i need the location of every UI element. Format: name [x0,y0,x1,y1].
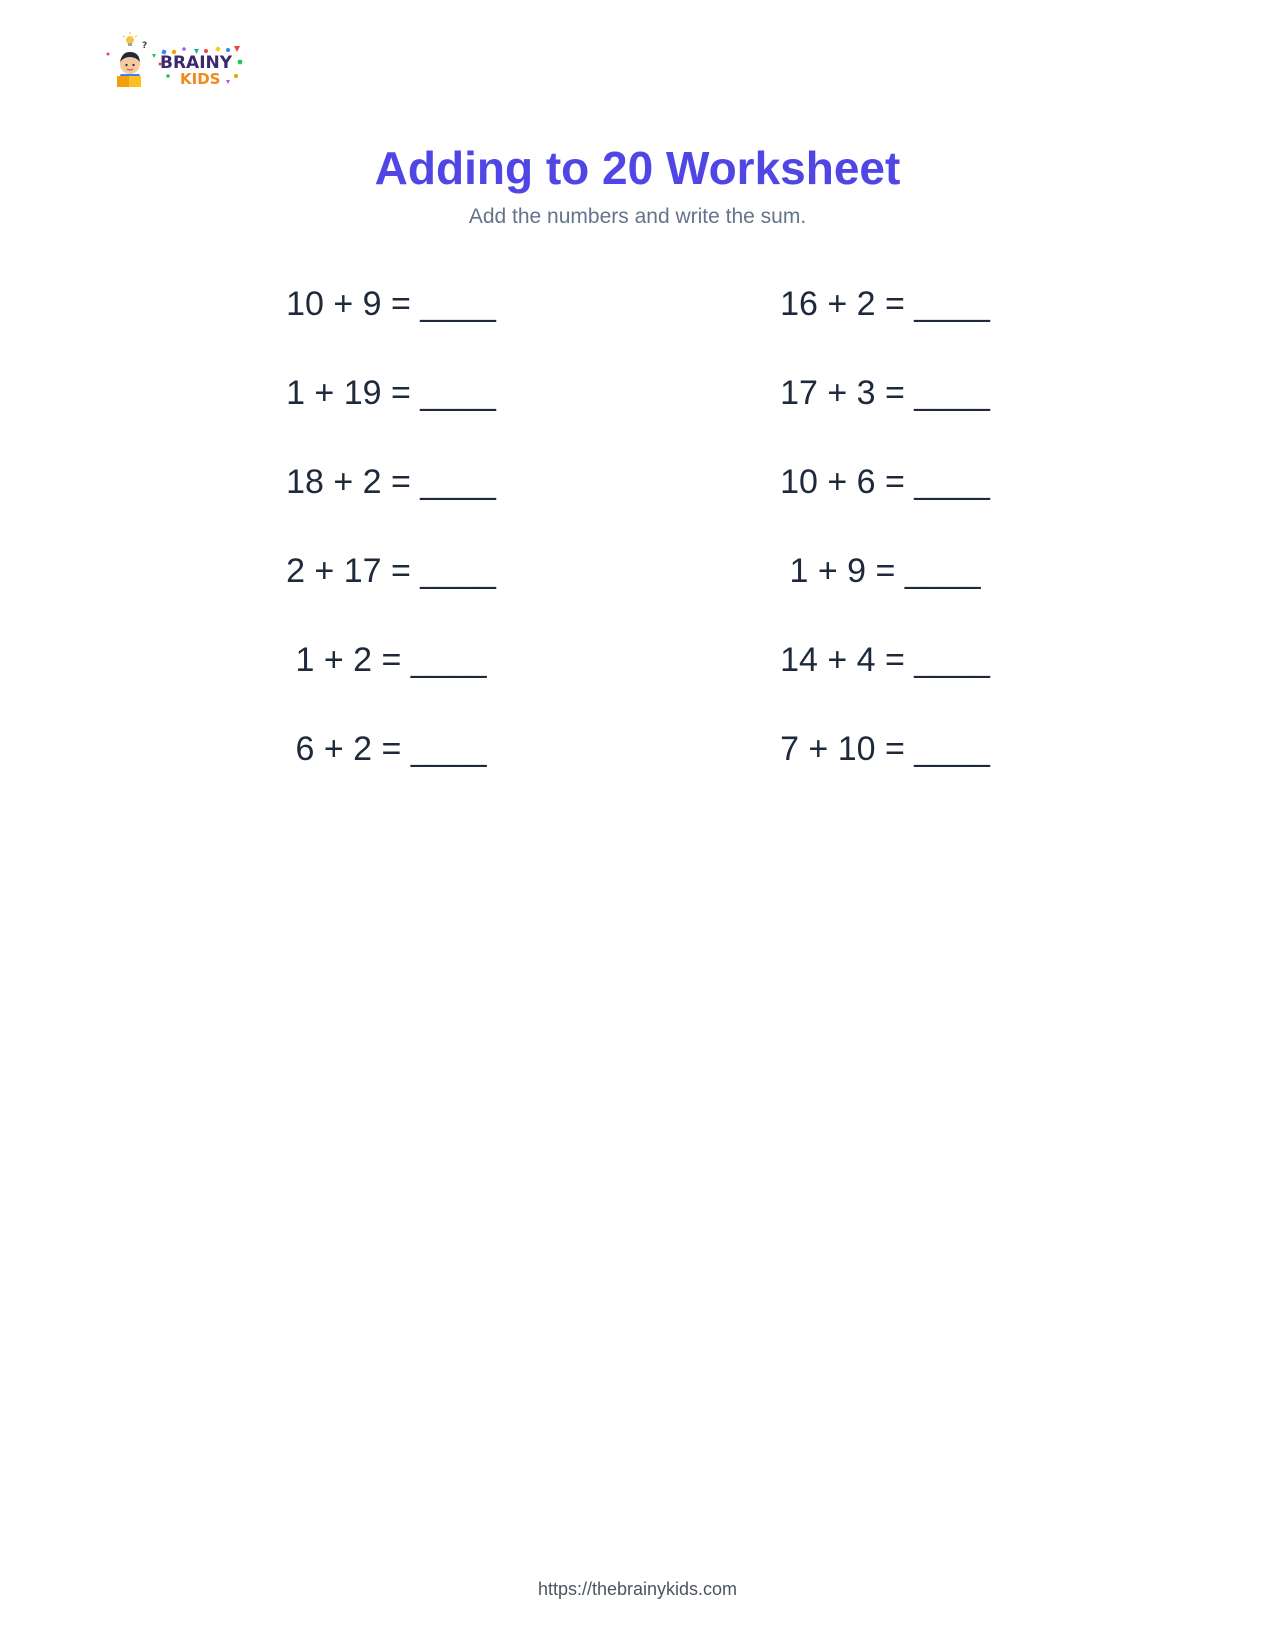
problem-item: 16 + 2 = ____ [780,285,990,323]
problem-item: 6 + 2 = ____ [295,730,487,768]
page-title: Adding to 20 Worksheet [374,142,901,194]
instructions: Add the numbers and write the sum. [468,205,807,228]
problem-item: 2 + 17 = ____ [286,552,496,590]
logo-brainy-text: BRAINY [160,53,233,73]
problem-item: 1 + 9 = ____ [789,552,981,590]
problem-item: 10 + 6 = ____ [780,463,990,501]
problem-item: 14 + 4 = ____ [780,641,990,679]
logo-kids-text: KIDS [180,70,221,88]
problem-item: 18 + 2 = ____ [286,463,496,501]
problem-item: 7 + 10 = ____ [780,730,990,768]
problem-item: 1 + 19 = ____ [286,374,496,412]
problem-item: 10 + 9 = ____ [286,285,496,323]
svg-text:?: ? [142,41,148,51]
problem-item: 1 + 2 = ____ [295,641,487,679]
footer-url[interactable]: https://thebrainykids.com [537,1579,738,1599]
problem-item: 17 + 3 = ____ [780,374,990,412]
